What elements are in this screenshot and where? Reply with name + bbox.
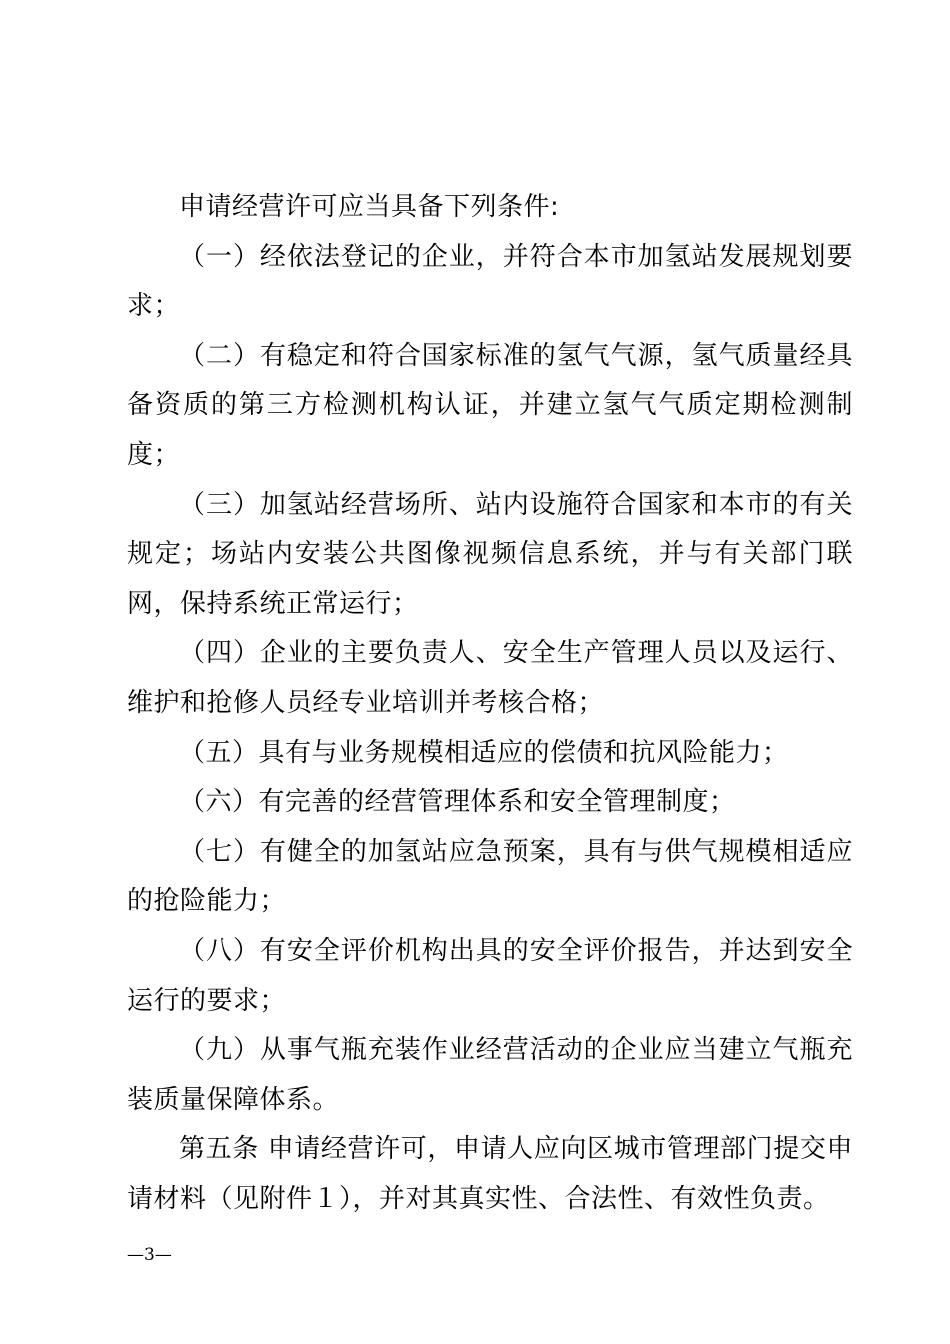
paragraph-conditions-intro: 申请经营许可应当具备下列条件: (179, 192, 560, 222)
paragraph-condition-8: （八）有安全评价机构出具的安全评价报告，并达到安全运行的要求； (127, 935, 853, 1016)
paragraph-condition-7: （七）有健全的加氢站应急预案，具有与供气规模相适应的抢险能力； (127, 836, 853, 917)
paragraph-article-5: 第五条 申请经营许可，申请人应向区城市管理部门提交申请材料（见附件１），并对其真实性、合法性、有效性负责。 (127, 1134, 853, 1214)
paragraph-condition-3: （三）加氢站经营场所、站内设施符合国家和本市的有关规定；场站内安装公共图像视频信息系统，并与有关部门联网，保持系统正常运行； (127, 489, 853, 619)
page-number: —3— (127, 1245, 172, 1265)
paragraph-condition-1: （一）经依法登记的企业，并符合本市加氢站发展规划要求； (127, 241, 853, 322)
paragraph-condition-5: （五）具有与业务规模相适应的偿债和抗风险能力； (179, 737, 789, 768)
paragraph-condition-4: （四）企业的主要负责人、安全生产管理人员以及运行、维护和抢修人员经专业培训并考核合格； (127, 638, 853, 718)
paragraph-condition-6: （六）有完善的经营管理体系和安全管理制度； (179, 787, 736, 818)
paragraph-condition-2: （二）有稳定和符合国家标准的氢气气源，氢气质量经具备资质的第三方检测机构认证，并建立氢气气质定期检测制度； (127, 340, 853, 470)
document-body (127, 183, 853, 1224)
paragraph-condition-9: （九）从事气瓶充装作业经营活动的企业应当建立气瓶充装质量保障体系。 (127, 1035, 853, 1115)
